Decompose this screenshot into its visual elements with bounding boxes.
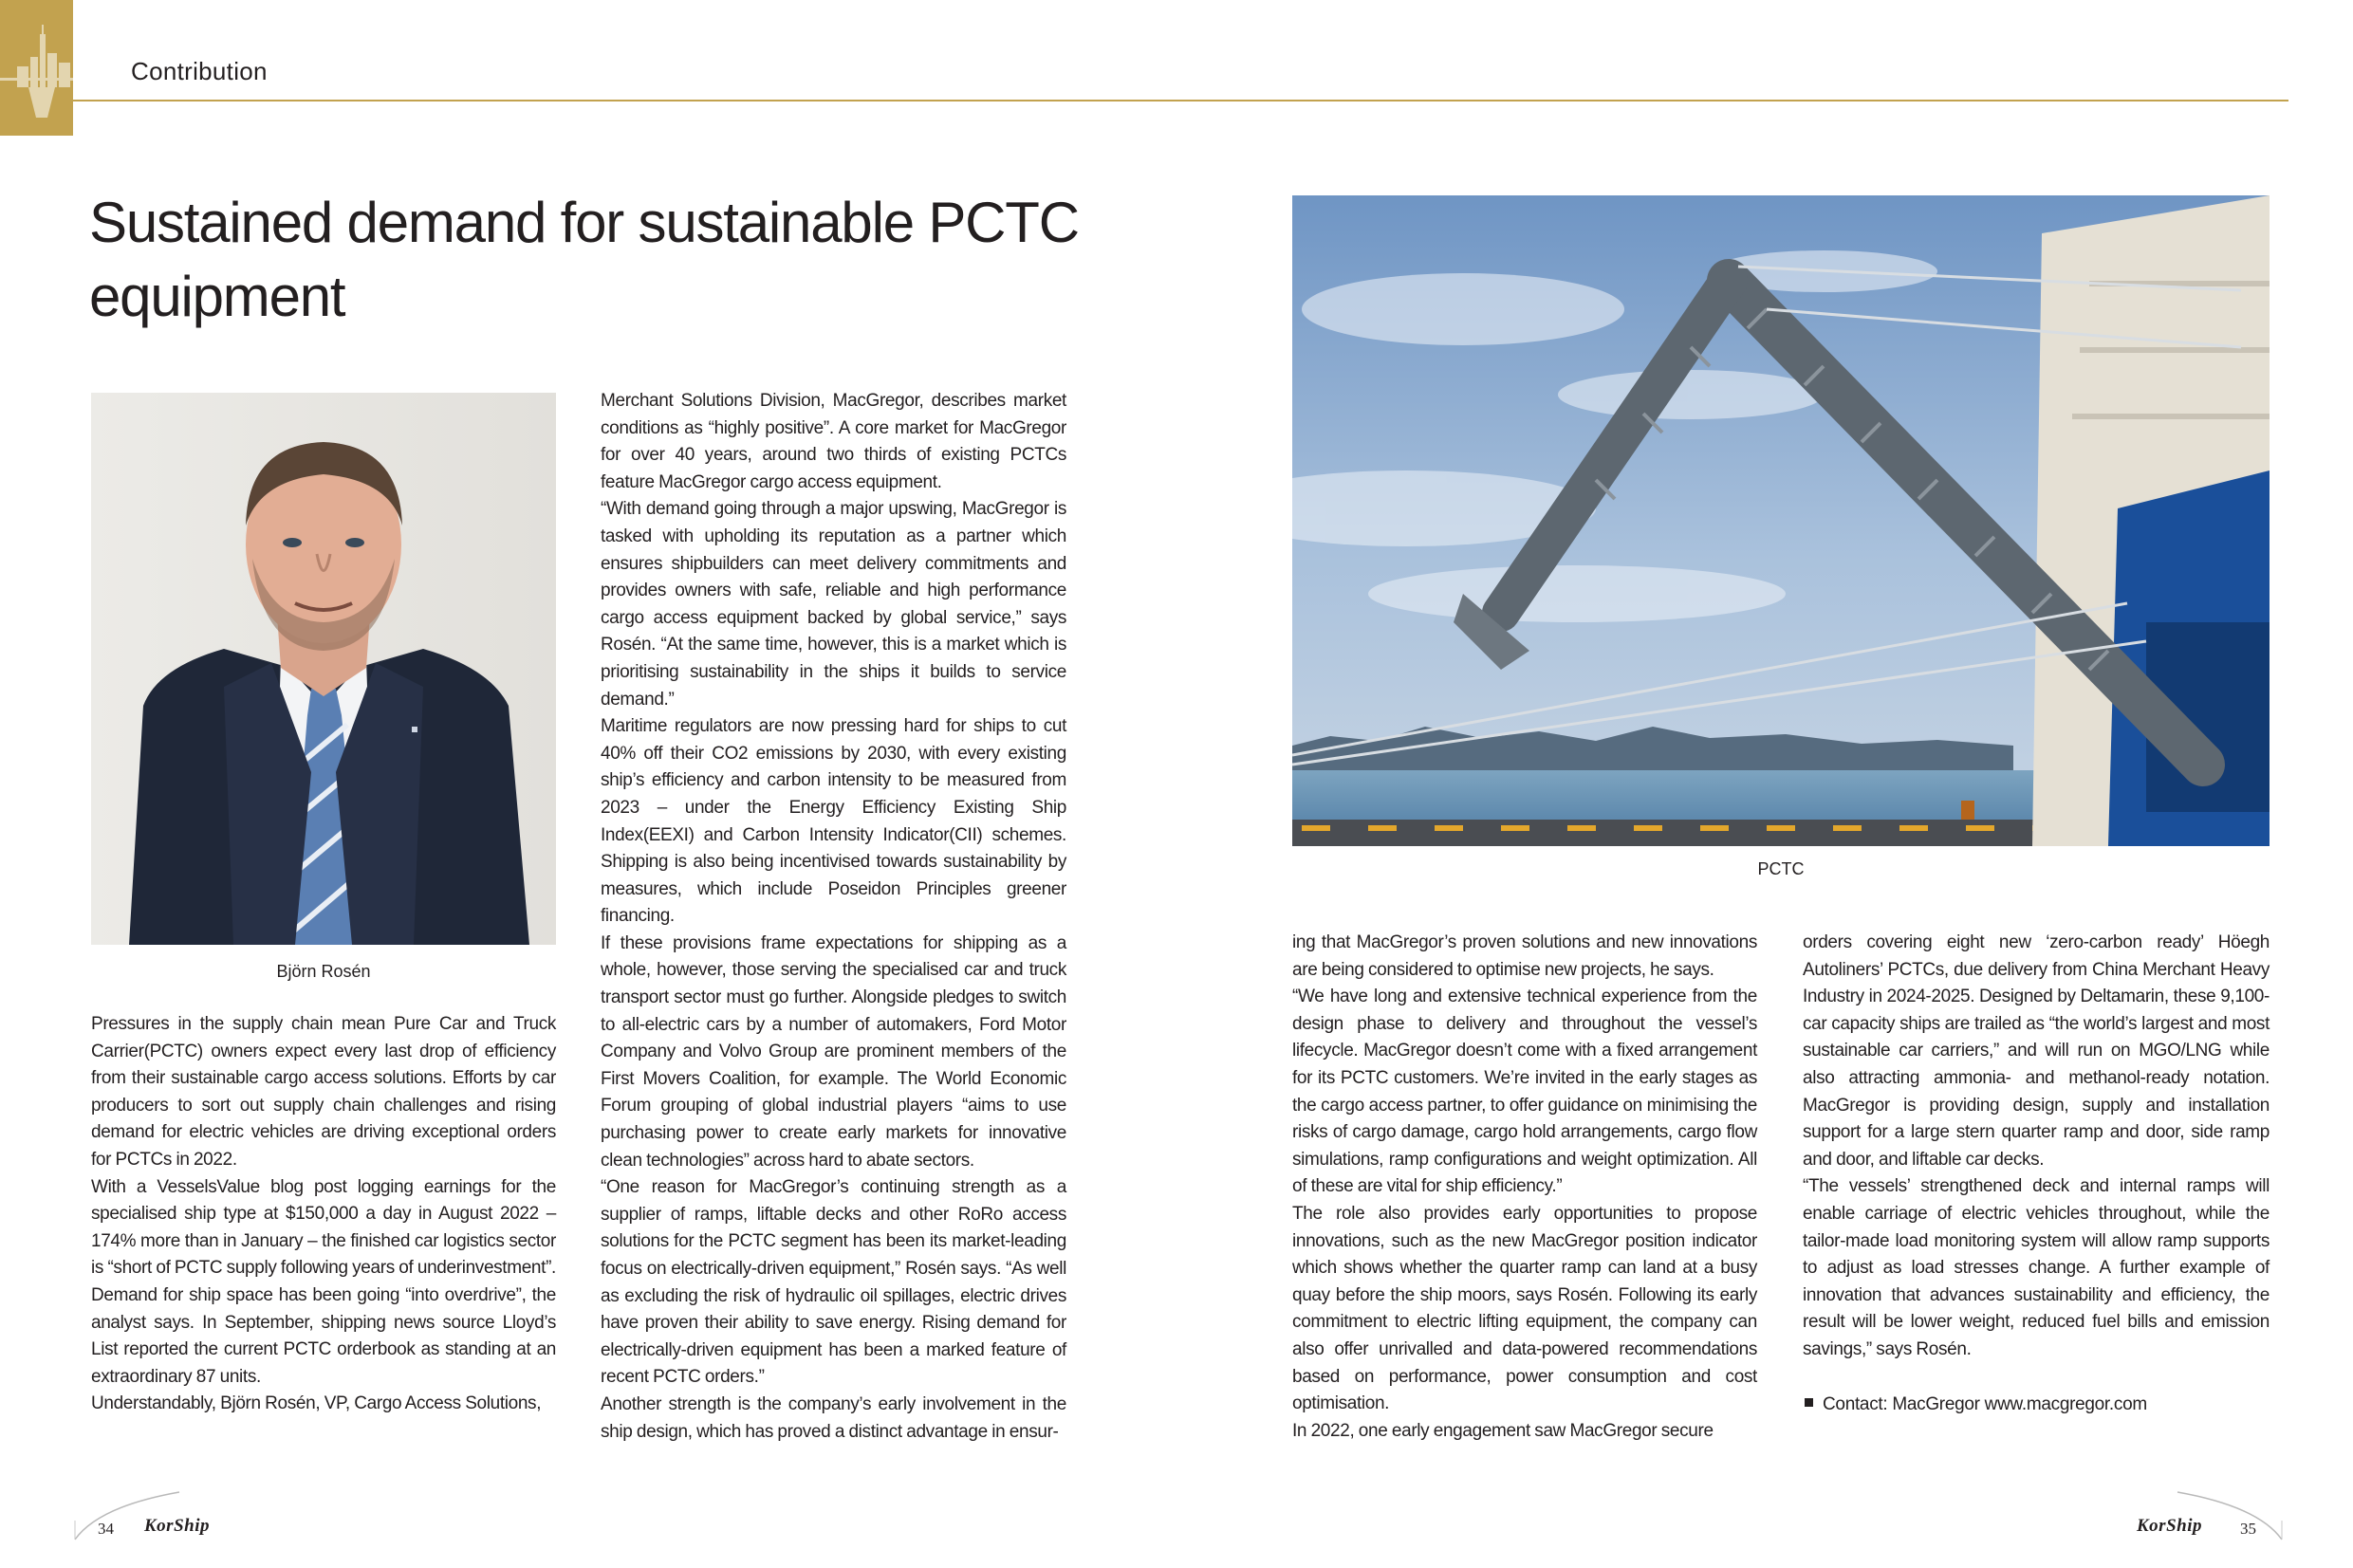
page-number-left: 34 <box>98 1520 114 1538</box>
ship-photo <box>1292 195 2270 846</box>
article-title: Sustained demand for sustainable PCTC equipment <box>89 191 1079 328</box>
article-column-4 <box>1803 930 2270 1364</box>
article-column-2 <box>601 388 1066 1446</box>
paragraph: Another strength is the company’s early involvement in the ship design, which has proved a distinct advantage in ensur- <box>601 1393 1066 1442</box>
header-rule <box>73 100 2288 101</box>
contact-text: Contact: MacGregor www.macgregor.com <box>1823 1394 2147 1414</box>
page-number-right: 35 <box>2240 1520 2256 1538</box>
paragraph: The role also provides early opportunities to propose innovations, such as the new MacGregor position indicator which shows whether the quarter ramp can land at a busy quay before the ship moors, says Rosén. Following its early commitment to electric lifting equipment, the company can also offer unrivalled and data-powered recommendations based on performance, power consumption and cost optimisation. <box>1292 1203 1757 1414</box>
paragraph: In 2022, one early engagement saw MacGregor secure <box>1292 1420 1714 1441</box>
contact-line <box>1805 1394 2147 1415</box>
square-bullet-icon <box>1805 1398 1813 1407</box>
article-column-1 <box>91 1011 556 1418</box>
article-column-3 <box>1292 930 1757 1445</box>
paragraph: “With demand going through a major upswing, MacGregor is tasked with upholding its reputation as a partner which ensures shipbuilders can meet delivery commitments and provides owners with safe, reliable and high performance cargo access equipment backed by global service,” says Rosén. “At the same time, however, this is a market which is prioritising sustainability in the ships it builds to service demand.” <box>601 499 1066 710</box>
portrait-photo <box>91 393 556 945</box>
brand-logo-left: KorShip <box>144 1516 210 1536</box>
paragraph: “One reason for MacGregor’s continuing strength as a supplier of ramps, liftable decks and other RoRo access solutions for the PCTC segment has been its market-leading focus on electrically-driven equipment,” Rosén says. “As well as excluding the risk of hydraulic oil spillages, electric drives have proven their ability to save energy. Rising demand for electrically-driven equipment has been a marked feature of recent PCTC orders.” <box>601 1177 1066 1388</box>
brand-logo-right: KorShip <box>2137 1516 2202 1536</box>
city-skyline-icon <box>0 0 73 136</box>
paragraph: If these provisions frame expectations for shipping as a whole, however, those serving the specialised car and truck transport sector must go further. Alongside pledges to switch to all-electric cars by a number of automakers, Ford Motor Company and Volvo Group are prominent members of the First Movers Coalition, for example. The World Economic Forum grouping of global industrial players “aims to use purchasing power to create early markets for innovative clean technologies” across hard to abate sectors. <box>601 932 1066 1171</box>
paragraph: “The vessels’ strengthened deck and internal ramps will enable carriage of electric vehicles throughout, while the tailor-made load monitoring system will allow ramp supports to adjust as load stresses change. A further example of innovation that advances sustainability and efficiency, the result will be lower weight, reduced fuel bills and emission savings,” says Rosén. <box>1803 1176 2270 1359</box>
paragraph: Merchant Solutions Division, MacGregor, describes market conditions as “highly positive”. A core market for MacGregor for over 40 years, around two thirds of existing PCTCs feature MacGregor cargo access equipment. <box>601 391 1066 492</box>
paragraph: Maritime regulators are now pressing hard for ships to cut 40% off their CO2 emissions by 2030, with every existing ship’s efficiency and carbon intensity to be measured from 2023 – under the Energy Efficiency Existing Ship Index(EEXI) and Carbon Intensity Indicator(CII) schemes. Shipping is also being incentivised towards sustainability by measures, which include Poseidon Principles greener financing. <box>601 716 1066 927</box>
section-label: Contribution <box>131 57 268 85</box>
paragraph: Understandably, Björn Rosén, VP, Cargo Access Solutions, <box>91 1393 542 1414</box>
ship-caption: PCTC <box>1757 859 1805 878</box>
paragraph: orders covering eight new ‘zero-carbon ready’ Höegh Autoliners’ PCTCs, due delivery from China Merchant Heavy Industry in 2024-2025. Designed by Deltamarin, these 9,100-car capacity ships are trailed as “the world’s largest and most sustainable car carriers,” and will run on MGO/LNG while also attracting ammonia- and methanol-ready notation. MacGregor is providing design, supply and installation support for a large stern quarter ramp and door, side ramp and door, and liftable car decks. <box>1803 932 2270 1170</box>
paragraph: “We have long and extensive technical experience from the design phase to delivery and throughout the vessel’s lifecycle. MacGregor doesn’t come with a fixed arrangement for its PCTC customers. We’re invited in the early stages as the cargo access partner, to offer guidance on minimising the risks of cargo damage, cargo hold arrangements, cargo flow simulations, ramp configurations and weight optimization. All of these are vital for ship efficiency.” <box>1292 987 1757 1197</box>
paragraph: ing that MacGregor’s proven solutions and new innovations are being considered to optimise new projects, he says. <box>1292 932 1757 980</box>
header-accent-block <box>0 0 73 136</box>
paragraph: Pressures in the supply chain mean Pure Car and Truck Carrier(PCTC) owners expect every last drop of efficiency from their sustainable cargo access solutions. Efforts by car producers to sort out supply chain challenges and rising demand for electric vehicles are driving exceptional orders for PCTCs in 2022. <box>91 1014 556 1170</box>
paragraph: With a VesselsValue blog post logging earnings for the specialised ship type at $150,000 a day in August 2022 – 174% more than in January – the finished car logistics sector is “short of PCTC supply following years of underinvestment”. Demand for ship space has been going “into overdrive”, the analyst says. In September, shipping news source Lloyd’s List reported the current PCTC orderbook as standing at an extraordinary 87 units. <box>91 1176 556 1387</box>
portrait-caption: Björn Rosén <box>276 962 371 981</box>
